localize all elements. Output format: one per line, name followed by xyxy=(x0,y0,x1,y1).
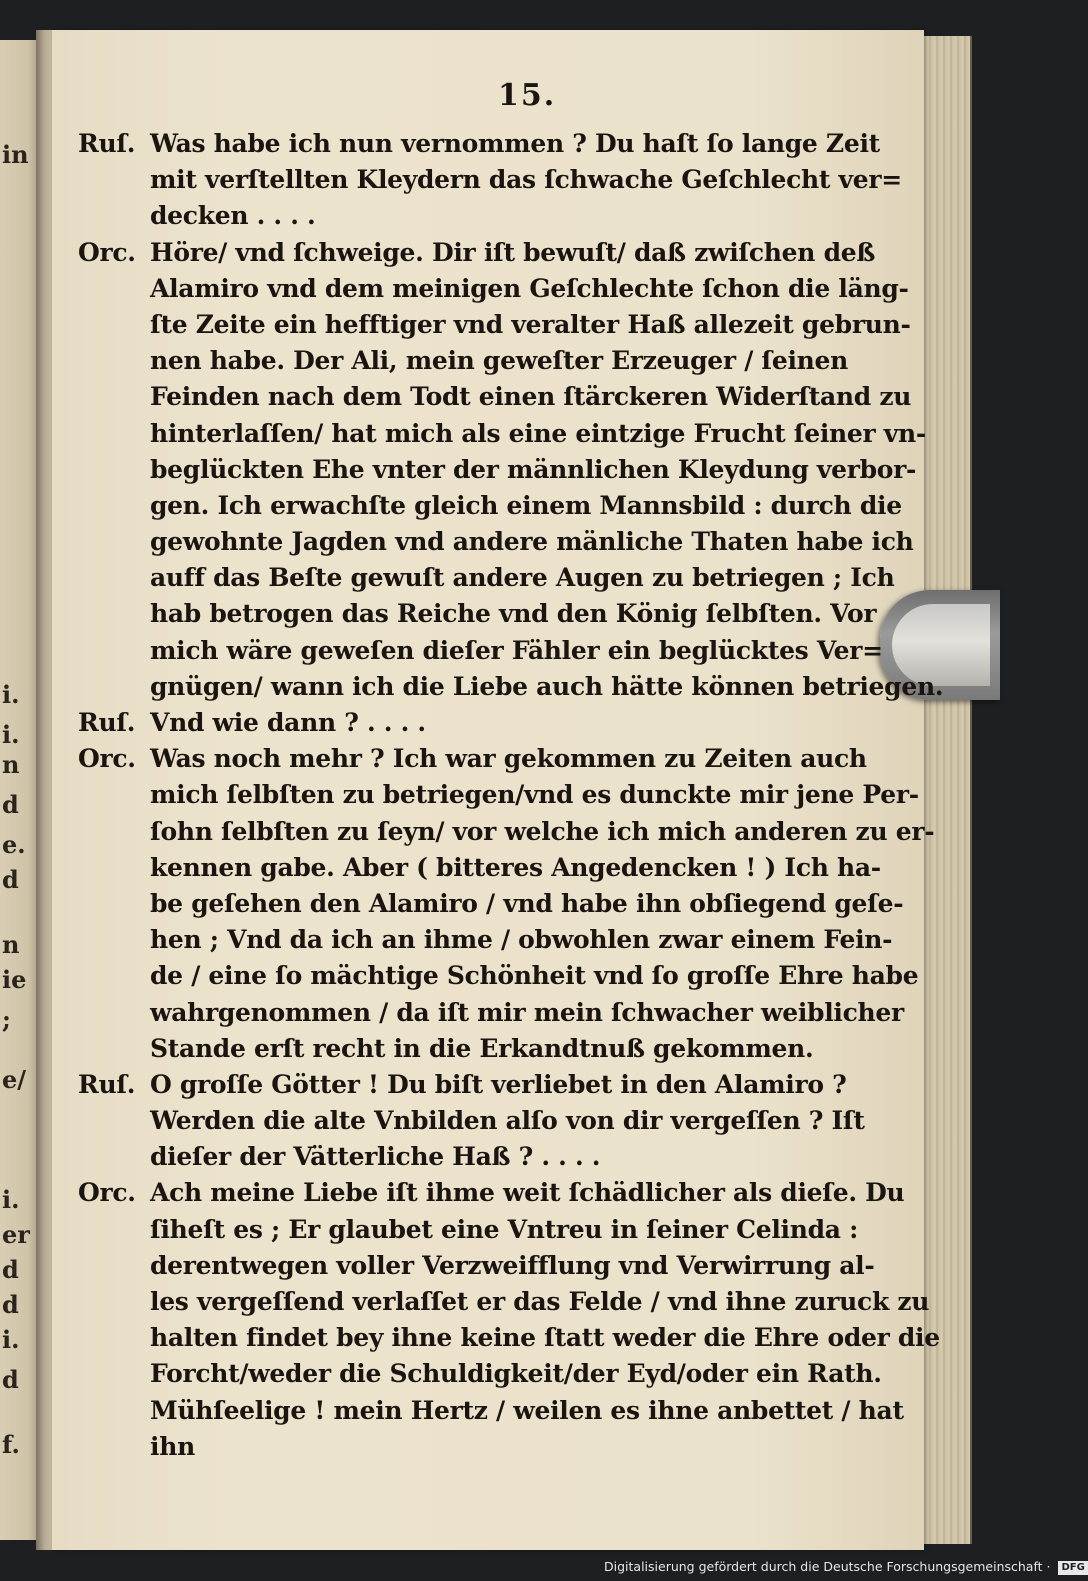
left-page-fragment: i. xyxy=(2,680,20,709)
line-text: mit verſtellten Kleydern das ſchwache Geſchlecht ver= xyxy=(150,165,902,195)
text-line xyxy=(78,886,904,922)
text-line xyxy=(78,633,883,669)
text-line xyxy=(78,1429,878,1465)
text-line xyxy=(78,814,935,850)
line-text: ſte Zeite ein hefftiger vnd veralter Haß allezeit gebrun- xyxy=(150,309,911,339)
left-page-fragment: n xyxy=(2,930,20,959)
line-text: beglückten Ehe vnter der männlichen Kleydung verbor- xyxy=(150,454,917,484)
line-text: auff das Beſte gewuſt andere Augen zu betriegen ; Ich xyxy=(150,563,895,593)
left-page-fragment: ; xyxy=(2,1005,11,1034)
line-text: kennen gabe. Aber ( bitteres Angedencken ! ) Ich ha- xyxy=(150,852,881,882)
line-text: Was habe ich nun vernommen ? Du haſt ſo lange Zeit xyxy=(150,129,880,158)
line-text: les vergeſſend verlaſſet er das Felde / vnd ihne zuruck zu xyxy=(150,1287,930,1316)
line-text: Was noch mehr ? Ich war gekommen zu Zeiten auch xyxy=(150,744,867,774)
speaker-label: Orc. xyxy=(78,237,136,267)
left-page-fragment: in xyxy=(2,140,29,169)
text-line xyxy=(78,1175,905,1211)
dfg-logo-icon: DFG xyxy=(1058,1561,1087,1575)
line-text: Höre/ vnd ſchweige. Dir iſt bewuſt/ daß zwiſchen deß xyxy=(150,237,876,267)
text-line xyxy=(78,777,919,813)
left-page-fragment: d xyxy=(2,1290,19,1319)
left-page-fragment: d xyxy=(2,865,19,894)
left-page-fragment: i. xyxy=(2,720,20,749)
speaker-label: Ruſ. xyxy=(78,129,136,158)
text-line xyxy=(78,705,878,741)
text-line xyxy=(78,1393,904,1429)
text-line xyxy=(78,1031,878,1067)
text-line xyxy=(78,1320,940,1356)
text-line xyxy=(78,596,878,632)
line-text: hen ; Vnd da ich an ihme / obwohlen zwar einem Fein- xyxy=(150,925,893,955)
text-line xyxy=(78,271,909,307)
line-text: nen habe. Der Ali, mein geweſter Erzeuger / ſeinen xyxy=(150,346,849,376)
line-text: derentwegen voller Verzweifflung vnd Verwirrung al- xyxy=(150,1250,875,1280)
line-text: be geſehen den Alamiro / vnd habe ihn obſiegend geſe- xyxy=(150,888,904,918)
left-page-fragment: n xyxy=(2,750,20,779)
left-page-fragment: ie xyxy=(2,965,27,994)
left-page-fragment: d xyxy=(2,790,19,819)
text-line xyxy=(78,560,895,596)
line-text: dieſer der Vätterliche Haß ? . . . . xyxy=(150,1142,601,1172)
line-text: Forcht/weder die Schuldigkeit/der Eyd/oder ein Rath. xyxy=(150,1359,882,1389)
text-line xyxy=(78,1139,878,1175)
text-line xyxy=(78,198,878,234)
line-text: Werden die alte Vnbilden alſo von dir vergeſſen ? Iſt xyxy=(150,1106,865,1136)
line-text: hab betrogen das Reiche vnd den König ſelbſten. Vor xyxy=(150,599,877,629)
text-line xyxy=(78,416,926,452)
line-text: de / eine ſo mächtige Schönheit vnd ſo groſſe Ehre habe xyxy=(150,961,919,991)
left-page-fragment: d xyxy=(2,1365,19,1394)
left-page-fragment: e/ xyxy=(2,1065,27,1094)
left-page-fragment: e. xyxy=(2,830,26,859)
digitization-footer xyxy=(604,1558,1088,1576)
line-text: Ach meine Liebe iſt ihme weit ſchädlicher als dieſe. Du xyxy=(150,1178,905,1208)
line-text: Alamiro vnd dem meinigen Geſchlechte ſchon die läng- xyxy=(150,273,909,303)
footer-credit: Digitalisierung gefördert durch die Deutsche Forschungsgemeinschaft · xyxy=(604,1559,1051,1574)
text-line xyxy=(78,1356,882,1392)
left-page-text-fragments xyxy=(0,40,40,1540)
text-line xyxy=(78,669,944,705)
left-page-fragment: i. xyxy=(2,1185,20,1214)
text-line xyxy=(78,1248,878,1284)
left-page-fragment: f. xyxy=(2,1430,20,1459)
line-text: gnügen/ wann ich die Liebe auch hätte können betriegen. xyxy=(150,671,944,701)
text-line xyxy=(78,1284,930,1320)
text-line xyxy=(78,452,917,488)
line-text: gewohnte Jagden vnd andere mänliche Thaten habe ich xyxy=(150,527,914,557)
text-line xyxy=(78,1212,878,1248)
text-line xyxy=(78,995,904,1031)
line-text: ſiheſt es ; Er glaubet eine Vntreu in ſeiner Celinda : xyxy=(150,1214,859,1244)
text-line xyxy=(78,126,878,162)
line-text: gen. Ich erwachſte gleich einem Mannsbild : durch die xyxy=(150,490,902,520)
line-text: O groſſe Götter ! Du biſt verliebet in den Alamiro ? xyxy=(150,1069,847,1099)
speaker-label: Orc. xyxy=(78,1178,136,1208)
line-text: Feinden nach dem Todt einen ſtärckeren Widerſtand zu xyxy=(150,382,912,412)
line-text: Stande erſt recht in die Erkandtnuß gekommen. xyxy=(150,1033,814,1063)
text-line xyxy=(78,850,881,886)
text-line xyxy=(78,307,911,343)
line-text: decken . . . . xyxy=(150,201,316,231)
text-line xyxy=(78,741,878,777)
line-text: hinterlaſſen/ hat mich als eine eintzige Frucht ſeiner vn- xyxy=(150,418,926,448)
text-line xyxy=(78,922,893,958)
line-text: Mühſeelige ! mein Hertz / weilen es ihne anbettet / hat xyxy=(150,1395,904,1425)
line-text: Vnd wie dann ? . . . . xyxy=(150,708,426,737)
line-text: wahrgenommen / da iſt mir mein ſchwacher weiblicher xyxy=(150,997,904,1027)
line-text: halten findet bey ihne keine ſtatt weder die Ehre oder die xyxy=(150,1323,940,1353)
left-page-edge xyxy=(0,40,40,1540)
line-text: ihn xyxy=(150,1431,195,1461)
text-line xyxy=(78,162,902,198)
page-number: 15. xyxy=(498,78,557,113)
text-line xyxy=(78,1067,878,1103)
text-line xyxy=(78,235,878,271)
text-line xyxy=(78,1103,878,1139)
speaker-label: Ruſ. xyxy=(78,1069,136,1099)
text-line xyxy=(78,379,912,415)
line-text: mich wäre geweſen dieſer Fähler ein beglücktes Ver= xyxy=(150,635,883,665)
speaker-label: Ruſ. xyxy=(78,708,136,737)
left-page-fragment: i. xyxy=(2,1325,20,1354)
text-line xyxy=(78,343,878,379)
text-line xyxy=(78,958,919,994)
text-line xyxy=(78,488,902,524)
text-line xyxy=(78,524,914,560)
left-page-fragment: d xyxy=(2,1255,19,1284)
speaker-label: Orc. xyxy=(78,744,136,774)
line-text: ſohn ſelbſten zu ſeyn/ vor welche ich mich anderen zu er- xyxy=(150,816,935,846)
text-lines xyxy=(78,126,944,1465)
left-page-fragment: er xyxy=(2,1220,30,1249)
line-text: mich ſelbſten zu betriegen/vnd es dunckte mir jene Per- xyxy=(150,780,919,810)
